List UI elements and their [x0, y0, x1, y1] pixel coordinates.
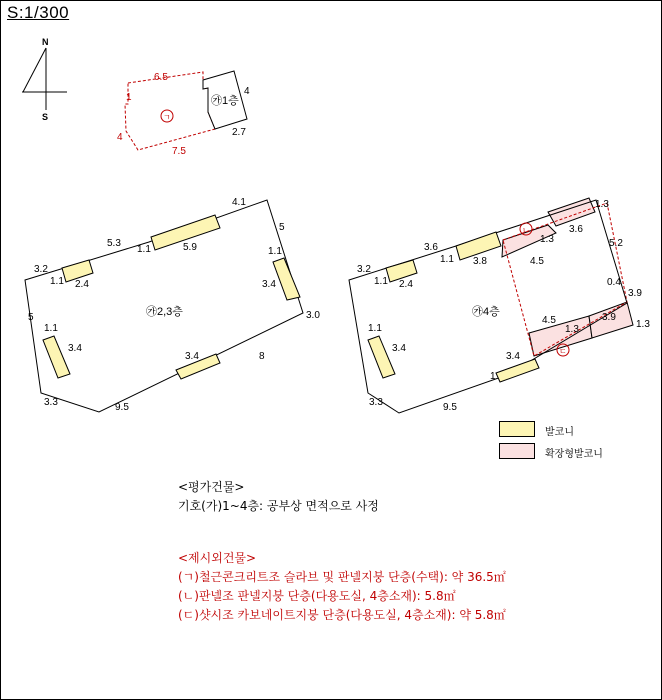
dim-23f: 4.1 — [232, 197, 246, 208]
dim-4f: 0.4 — [607, 277, 621, 288]
dim-4f: 1.3 — [595, 199, 609, 210]
presented-heading: <제시외건물> — [178, 551, 257, 565]
dim-23f: 3.4 — [68, 343, 82, 354]
dim-4f: 3.9 — [628, 288, 642, 299]
dim-4f: 3.6 — [424, 242, 438, 253]
dim-4f: 2.4 — [399, 279, 413, 290]
dim-4f: 1 — [490, 371, 496, 382]
dim-1f-bottom: 2.7 — [232, 127, 246, 138]
presented-line: (ㄷ)샷시조 카보네이트지붕 단층(다용도실, 4층소재): 약 5.8㎡ — [178, 608, 506, 622]
dim-23f: 1.1 — [50, 276, 64, 287]
dim-23f: 2.4 — [75, 279, 89, 290]
dim-23f: 5.3 — [107, 238, 121, 249]
dim-4f: 9.5 — [443, 402, 457, 413]
legend-label-balcony: 발코니 — [545, 427, 574, 438]
plan-1f — [117, 71, 250, 157]
dim-23f: 3.3 — [44, 397, 58, 408]
balcony-23f-d — [43, 336, 70, 378]
dim-4f: 1.1 — [368, 323, 382, 334]
scale-label: S:1/300 — [7, 3, 70, 22]
dim-1f-right: 4 — [244, 86, 250, 97]
legend-label-expanded-balcony: 확장형발코니 — [545, 449, 603, 460]
dim-1f-annex-top: 6.5 — [154, 72, 168, 83]
presented-building-notes — [178, 549, 506, 625]
dim-23f: 1.1 — [268, 246, 282, 257]
dim-1f-annex-bottom: 7.5 — [172, 146, 186, 157]
dim-4f: 1.1 — [374, 276, 388, 287]
building-label-1f: ㉮1층 — [211, 95, 239, 107]
annex-label-giyeok: ㄱ — [163, 113, 171, 122]
dim-4f: 3.6 — [569, 224, 583, 235]
dim-23f: 3.2 — [34, 264, 48, 275]
presented-line: (ㄴ)판넬조 판넬지붕 단층(다용도실, 4층소재): 5.8㎡ — [178, 589, 456, 603]
balcony-23f-c — [273, 258, 300, 300]
dim-23f: 5 — [279, 222, 285, 233]
dim-23f: 3.4 — [262, 279, 276, 290]
annex-label-nieun: ㄴ — [522, 226, 530, 235]
dim-4f: 1.1 — [440, 254, 454, 265]
evaluation-line: 기호(가)1~4층: 공부상 면적으로 사정 — [178, 499, 379, 513]
balcony-4f-d — [496, 359, 539, 382]
dim-4f: 1.3 — [565, 324, 579, 335]
north-label: N — [42, 37, 49, 47]
legend-swatch-balcony — [499, 421, 535, 437]
dim-23f: 3.0 — [306, 310, 320, 321]
dim-23f: 9.5 — [115, 402, 129, 413]
dim-4f: 4.5 — [542, 315, 556, 326]
dim-4f: 3.2 — [357, 264, 371, 275]
balcony-4f-c — [368, 336, 395, 378]
north-arrow-icon — [22, 37, 67, 122]
dim-4f: 4.5 — [530, 256, 544, 267]
dim-4f: 3.9 — [602, 312, 616, 323]
plan-4f — [349, 198, 650, 413]
dim-4f: 1.3 — [540, 234, 554, 245]
dim-23f: 5.9 — [183, 242, 197, 253]
dim-4f: 3.4 — [506, 351, 520, 362]
presented-line: (ㄱ)철근콘크리트조 슬라브 및 판넬지붕 단층(수택): 약 36.5㎡ — [178, 570, 506, 584]
dim-23f: 1.1 — [44, 323, 58, 334]
dim-23f: 3.4 — [185, 351, 199, 362]
building-label-23f: ㉮2,3층 — [146, 306, 183, 318]
dim-4f: 5.2 — [609, 238, 623, 249]
legend-swatch-expanded-balcony — [499, 443, 535, 459]
dim-4f: 3.8 — [473, 256, 487, 267]
evaluation-notes — [178, 478, 379, 516]
dim-4f: 1.3 — [636, 319, 650, 330]
dim-23f: 1.1 — [137, 244, 151, 255]
dim-4f: 3.4 — [392, 343, 406, 354]
plan-23f — [25, 197, 320, 413]
dim-23f: 8 — [259, 351, 265, 362]
dim-1f-annex-left: 4 — [117, 132, 123, 143]
dim-1f-annex-left-small: 1 — [126, 92, 132, 103]
building-label-4f: ㉮4층 — [472, 306, 500, 318]
dim-4f: 3.3 — [369, 397, 383, 408]
south-label: S — [42, 112, 49, 122]
dim-23f: 5 — [28, 312, 34, 323]
evaluation-heading: <평가건물> — [178, 480, 245, 494]
annex-label-digeut: ㄷ — [559, 347, 567, 356]
